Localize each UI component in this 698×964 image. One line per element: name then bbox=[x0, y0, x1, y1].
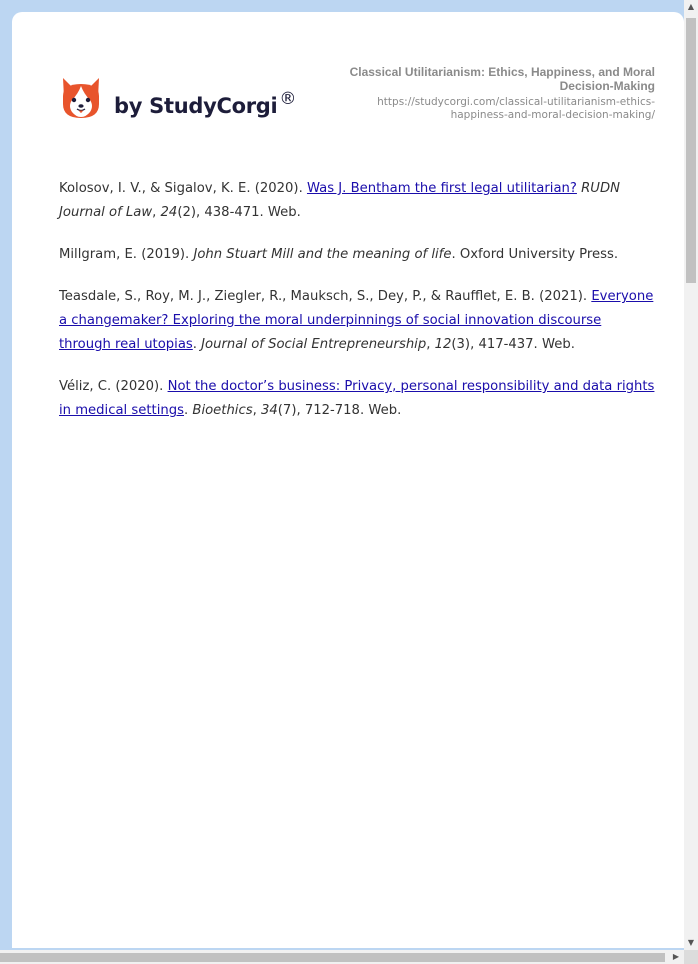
reference-link[interactable]: Everyone a changemaker? Exploring the moral underpinnings of social innovation discourse through real utopias bbox=[59, 289, 654, 352]
reference-link[interactable]: Was J. Bentham the first legal utilitarian? bbox=[306, 181, 577, 196]
reference-details: (7), 712-718. Web. bbox=[277, 403, 402, 418]
reference-link[interactable]: Not the doctor’s business: Privacy, personal responsibility and data rights in medical settings bbox=[59, 379, 655, 418]
reference-details: . Oxford University Press. bbox=[451, 247, 619, 262]
document-url: https://studycorgi.com/classical-utilitarianism-ethics-happiness-and-moral-decision-making/ bbox=[377, 96, 655, 121]
reference-list bbox=[59, 177, 657, 441]
vertical-scrollbar[interactable] bbox=[684, 0, 698, 950]
reference-authors: Kolosov, I. V., & Sigalov, K. E. (2020). bbox=[59, 181, 307, 196]
reference-volume: 12 bbox=[434, 337, 452, 352]
studycorgi-logo[interactable] bbox=[60, 76, 296, 120]
reference-details: (2), 438-471. Web. bbox=[177, 205, 301, 220]
document-header-meta bbox=[325, 65, 655, 122]
reference-journal: Journal of Social Entrepreneurship bbox=[201, 337, 427, 352]
reference-authors: Véliz, C. (2020). bbox=[59, 379, 168, 394]
reference-journal: RUDN Journal of Law bbox=[59, 181, 620, 220]
reference-details: (3), 417-437. Web. bbox=[451, 337, 575, 352]
reference-item bbox=[59, 243, 657, 267]
reference-item: Teasdale, S., Roy, M. J., Ziegler, R., Mauksch, S., Dey, P., & Raufflet, E. B. (2021). Everyone a changemaker? Exploring the moral underpinnings of social innovation discourse through real utopias. Journal of Social Entrepreneurship, 12(3), 417-437. Web. bbox=[59, 289, 654, 352]
reference-authors: Teasdale, S., Roy, M. J., Ziegler, R., Mauksch, S., Dey, P., & Raufflet, E. B. (2021). bbox=[59, 289, 592, 304]
reference-item: Kolosov, I. V., & Sigalov, K. E. (2020). Was J. Bentham the first legal utilitarian? RUDN Journal of Law, 24(2), 438-471. Web. bbox=[59, 181, 620, 220]
reference-item: Véliz, C. (2020). Not the doctor’s business: Privacy, personal responsibility and data rights in medical settings. Bioethics, 34(7), 712-718. Web. bbox=[59, 379, 655, 418]
reference-book-title: John Stuart Mill and the meaning of life bbox=[193, 247, 452, 262]
horizontal-scroll-thumb[interactable] bbox=[0, 953, 665, 962]
horizontal-scrollbar[interactable] bbox=[0, 950, 684, 964]
reference-journal: Bioethics bbox=[192, 403, 253, 418]
registered-mark: ® bbox=[279, 88, 297, 109]
document-page bbox=[12, 12, 684, 948]
scroll-up-icon[interactable]: ▲ bbox=[687, 2, 695, 11]
document-title: Classical Utilitarianism: Ethics, Happiness, and Moral Decision-Making bbox=[349, 65, 655, 93]
scroll-down-icon[interactable]: ▼ bbox=[687, 938, 695, 947]
reference-volume: 34 bbox=[261, 403, 278, 418]
reference-authors: Millgram, E. (2019). bbox=[59, 247, 194, 262]
scroll-right-icon[interactable]: ▶ bbox=[672, 952, 680, 961]
scrollbar-corner bbox=[684, 950, 698, 964]
brand-name: by StudyCorgi ® bbox=[114, 88, 297, 118]
vertical-scroll-thumb[interactable] bbox=[686, 18, 696, 283]
corgi-logo-icon bbox=[60, 76, 102, 120]
reference-volume: 24 bbox=[160, 205, 178, 220]
